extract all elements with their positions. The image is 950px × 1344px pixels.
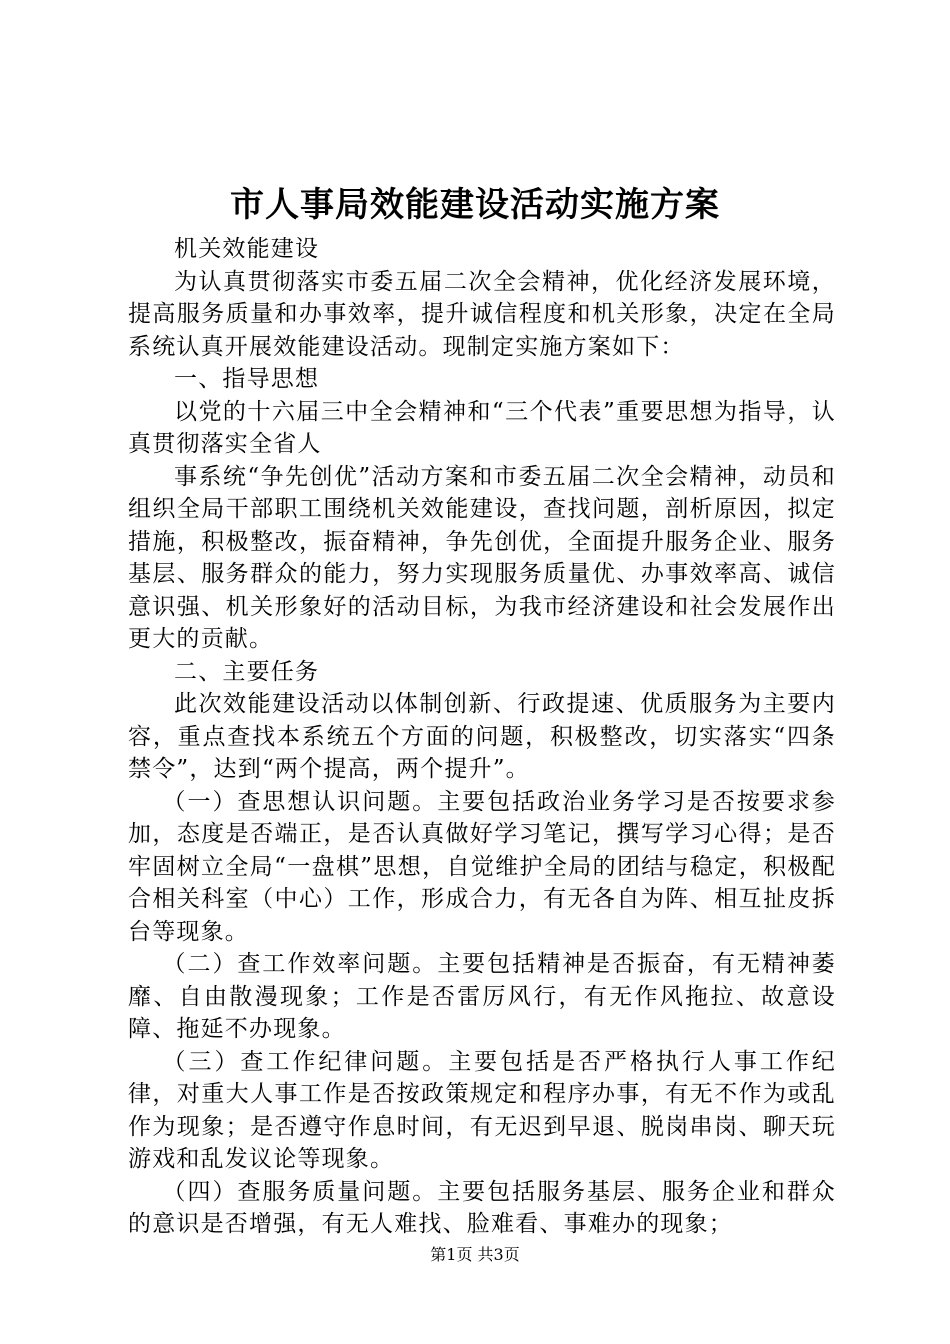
heading-main-tasks: 二、主要任务 [174,658,320,685]
paragraph-task-2: （二）查工作效率问题。主要包括精神是否振奋，有无精神萎靡、自由散漫现象；工作是否雷厉风行，有无作风拖拉、故意设障、拖延不办现象。 [128,951,836,1042]
paragraph-task-4: （四）查服务质量问题。主要包括服务基层、服务企业和群众的意识是否增强，有无人难找、脸难看、事难办的现象； [128,1178,836,1237]
heading-guiding-ideology: 一、指导思想 [174,366,320,392]
document-title: 市人事局效能建设活动实施方案 [230,185,720,225]
paragraph-guiding-2: 事系统“争先创优”活动方案和市委五届二次全会精神，动员和组织全局干部职工围绕机关效能建设，查找问题，剖析原因，拟定措施，积极整改，振奋精神，争先创优，全面提升服务企业、服务基层、服务群众的能力，努力实现服务质量优、办事效率高、诚信意识强、机关形象好的活动目标，为我市经济建设和社会发展作出更大的贡献。 [128,463,836,652]
paragraph-task-3: （三）查工作纪律问题。主要包括是否严格执行人事工作纪律，对重大人事工作是否按政策规定和程序办事，有无不作为或乱作为现象；是否遵守作息时间，有无迟到早退、脱岗串岗、聊天玩游戏和乱发议论等现象。 [128,1048,836,1172]
page-footer: 第1页 共3页 [430,1245,520,1264]
paragraph-task-1: （一）查思想认识问题。主要包括政治业务学习是否按要求参加，态度是否端正，是否认真做好学习笔记，撰写学习心得；是否牢固树立全局“一盘棋”思想，自觉维护全局的团结与稳定，积极配合相关科室（中心）工作，形成合力，有无各自为阵、相互扯皮拆台等现象。 [128,788,836,945]
paragraph-intro: 为认真贯彻落实市委五届二次全会精神，优化经济发展环境，提高服务质量和办事效率，提升诚信程度和机关形象，决定在全局系统认真开展效能建设活动。现制定实施方案如下： [128,268,836,360]
paragraph-guiding-1: 以党的十六届三中全会精神和“三个代表”重要思想为指导，认真贯彻落实全省人 [128,398,836,457]
paragraph-subject: 机关效能建设 [174,236,320,262]
paragraph-main-tasks: 此次效能建设活动以体制创新、行政提速、优质服务为主要内容，重点查找本系统五个方面的问题，积极整改，切实落实“四条禁令”，达到“两个提高，两个提升”。 [128,691,836,782]
document-body [128,233,836,1241]
